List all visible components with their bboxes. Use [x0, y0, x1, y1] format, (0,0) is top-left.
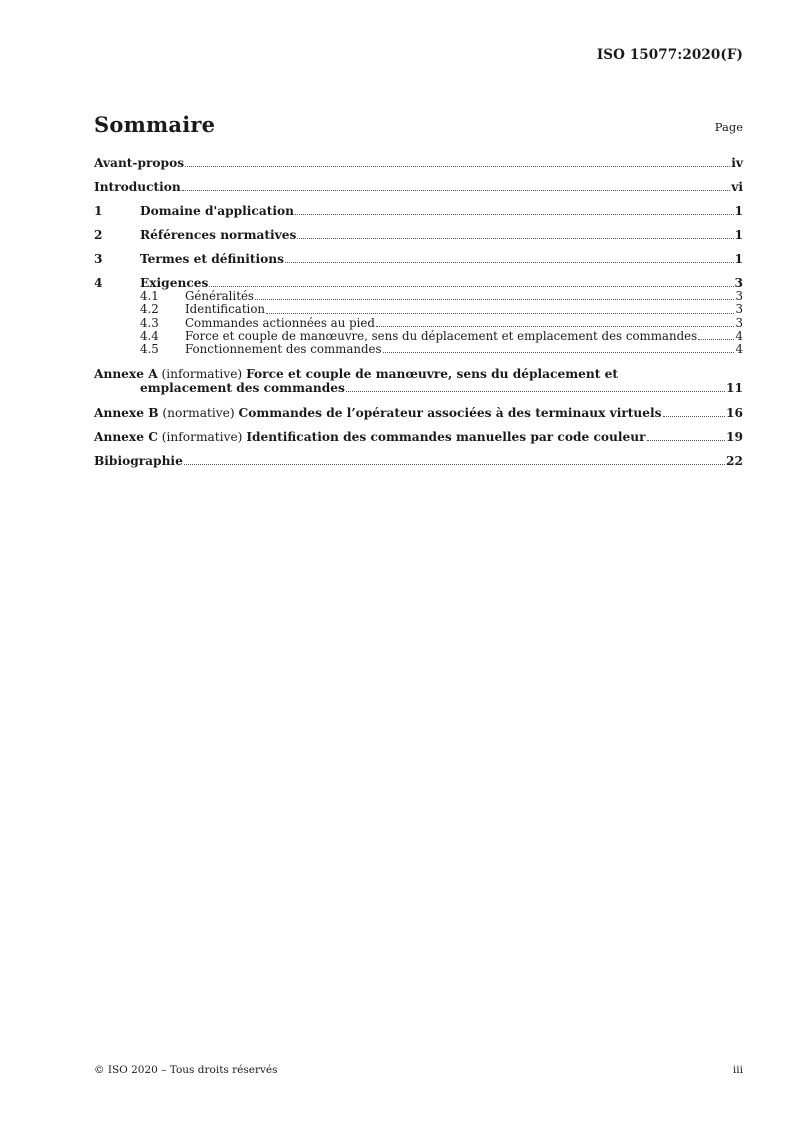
- dot-leader: [376, 325, 735, 327]
- toc-entry-annex-b[interactable]: [94, 406, 743, 420]
- toc-entry-number: 1: [94, 204, 103, 218]
- dot-leader: [185, 165, 730, 167]
- toc-subentry-4-5[interactable]: [140, 343, 743, 356]
- annex-title-continued: emplacement des commandes: [140, 381, 345, 396]
- dot-leader: [266, 312, 734, 314]
- toc-subentry-number: 4.4: [140, 328, 159, 343]
- toc-entry-page: 16: [726, 406, 743, 421]
- annex-name: Annexe C: [94, 430, 158, 445]
- toc-subentry-4-2[interactable]: [140, 303, 743, 316]
- toc-entry-label: Introduction: [94, 180, 181, 194]
- toc-entry-bibliography[interactable]: [94, 454, 743, 468]
- toc-group-clause-4: [94, 276, 743, 356]
- dot-leader: [647, 439, 725, 441]
- copyright-notice: © ISO 2020 – Tous droits réservés: [94, 1064, 278, 1076]
- table-of-contents: [94, 156, 743, 478]
- dot-leader: [346, 390, 725, 392]
- toc-subentry-4-3[interactable]: [140, 317, 743, 330]
- dot-leader: [255, 298, 735, 300]
- toc-entry-clause-2[interactable]: [94, 228, 743, 242]
- toc-entry-label: Références normatives: [140, 228, 297, 242]
- toc-title-row: [94, 112, 743, 142]
- dot-leader: [209, 285, 733, 287]
- toc-title: Sommaire: [94, 112, 216, 137]
- toc-entry-number: 4: [94, 276, 103, 290]
- toc-entry-page: 3: [734, 276, 743, 290]
- toc-entry-page: 1: [734, 228, 743, 242]
- toc-entry-page: 1: [734, 204, 743, 218]
- toc-entry-avant-propos[interactable]: [94, 156, 743, 170]
- annex-category: (normative): [162, 406, 235, 421]
- toc-entry-clause-1[interactable]: [94, 204, 743, 218]
- annex-title: Force et couple de manœuvre, sens du déplacement et: [246, 367, 618, 382]
- toc-entry-label: [94, 430, 646, 444]
- toc-subentry-number: 4.3: [140, 315, 159, 330]
- toc-entry-page: 11: [726, 381, 743, 396]
- toc-entry-page: 19: [726, 430, 743, 445]
- page-footer: [94, 1064, 743, 1078]
- dot-leader: [184, 463, 725, 465]
- annex-title: Commandes de l’opérateur associées à des terminaux virtuels: [238, 406, 662, 421]
- toc-subentry-label: Fonctionnement des commandes: [185, 342, 382, 357]
- toc-subentry-page: 3: [735, 315, 743, 330]
- toc-entry-label: Avant-propos: [94, 156, 185, 170]
- annex-a-second-line: [140, 381, 743, 395]
- toc-entry-label: Exigences: [140, 276, 209, 290]
- annex-category: (informative): [161, 430, 243, 445]
- toc-entry-clause-3[interactable]: [94, 252, 743, 266]
- page-number: iii: [732, 1064, 743, 1076]
- annex-category: (informative): [161, 367, 243, 382]
- toc-subentry-label: Généralités: [185, 289, 254, 303]
- toc-entry-page: 1: [734, 252, 743, 266]
- dot-leader: [182, 189, 730, 191]
- toc-entry-introduction[interactable]: [94, 180, 743, 194]
- dot-leader: [698, 338, 734, 340]
- toc-subentry-label: Force et couple de manœuvre, sens du déplacement et emplacement des commandes: [185, 328, 698, 343]
- dot-leader: [295, 213, 734, 215]
- toc-subentry-label: Commandes actionnées au pied: [185, 315, 375, 330]
- dot-leader: [297, 237, 733, 239]
- toc-entry-number: 3: [94, 252, 103, 266]
- document-id: ISO 15077:2020(F): [596, 47, 743, 63]
- toc-subentry-number: 4.1: [140, 289, 159, 303]
- annex-name: Annexe B: [94, 406, 159, 421]
- toc-subentry-4-1[interactable]: [140, 290, 743, 303]
- annex-a-first-line: [94, 367, 743, 381]
- toc-subentry-number: 4.5: [140, 342, 159, 357]
- dot-leader: [285, 261, 734, 263]
- toc-entry-number: 2: [94, 228, 103, 242]
- toc-entry-annex-c[interactable]: [94, 430, 743, 444]
- toc-entry-page: iv: [731, 156, 743, 170]
- toc-entry-label: Termes et définitions: [140, 252, 284, 266]
- toc-subentry-4-4[interactable]: [140, 330, 743, 343]
- annex-title: Identification des commandes manuelles par code couleur: [246, 430, 646, 445]
- toc-subentry-label: Identification: [185, 302, 266, 317]
- toc-entry-label: Domaine d'application: [140, 204, 294, 218]
- toc-subentry-page: 3: [735, 289, 743, 303]
- toc-page-column-label: Page: [714, 120, 743, 134]
- toc-entry-label: [94, 406, 662, 420]
- toc-subentry-page: 3: [735, 302, 743, 317]
- toc-subentry-page: 4: [735, 342, 743, 357]
- annex-name: Annexe A: [94, 367, 158, 382]
- toc-entry-label: Bibiographie: [94, 454, 183, 469]
- toc-entry-clause-4[interactable]: [94, 276, 743, 290]
- toc-subentry-number: 4.2: [140, 302, 159, 317]
- toc-entry-page: vi: [731, 180, 743, 194]
- dot-leader: [383, 351, 735, 353]
- dot-leader: [663, 415, 725, 417]
- toc-entry-annex-a[interactable]: [94, 367, 743, 395]
- toc-subentry-page: 4: [735, 328, 743, 343]
- toc-entry-page: 22: [726, 454, 743, 469]
